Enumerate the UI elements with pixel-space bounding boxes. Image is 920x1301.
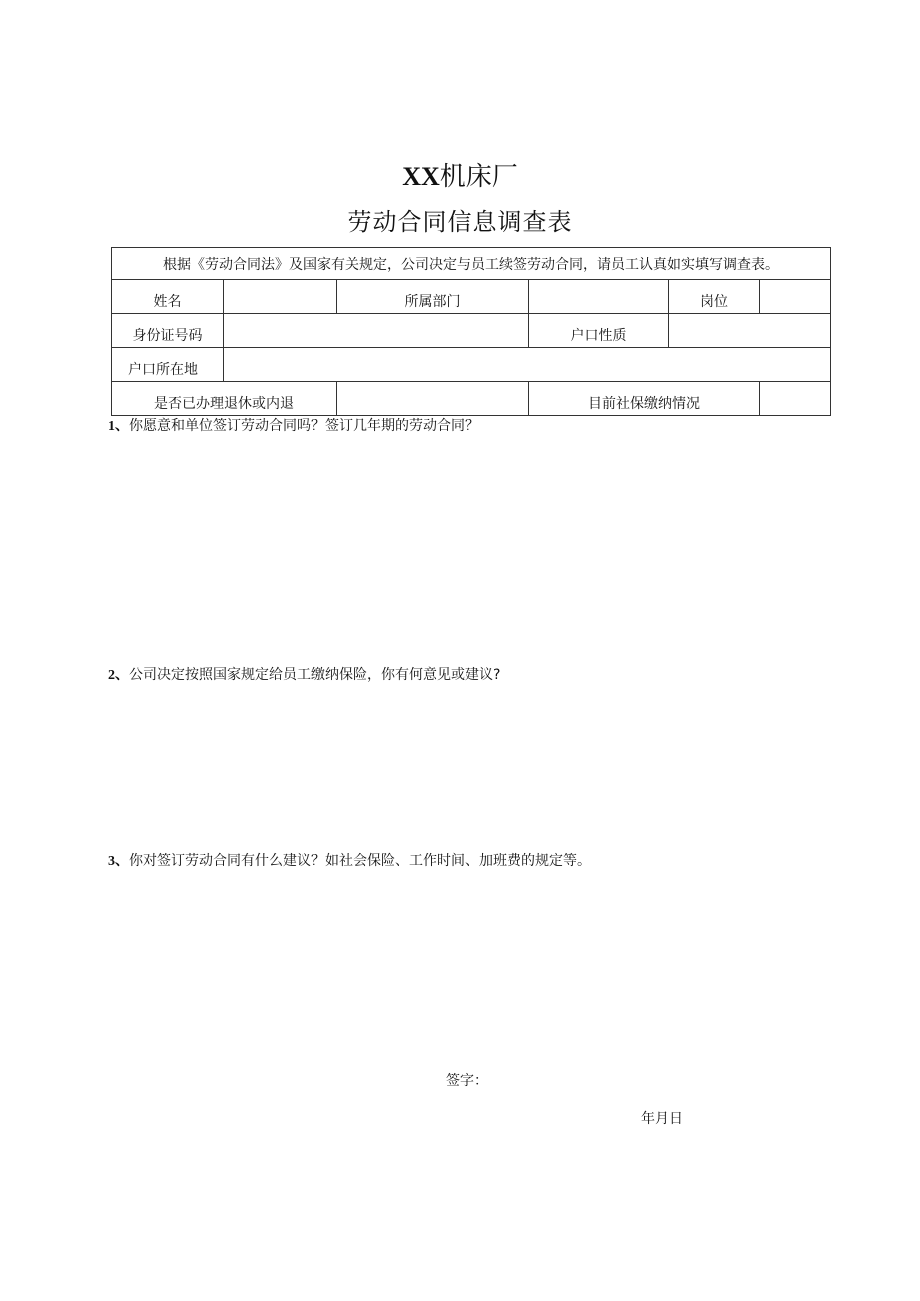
question-1-number: 1、 [108, 419, 129, 434]
company-title [0, 156, 920, 193]
row-retired [112, 382, 831, 416]
field-name[interactable] [224, 280, 337, 314]
question-1 [108, 415, 479, 435]
intro-row [112, 248, 831, 280]
field-department[interactable] [529, 280, 669, 314]
row-name [112, 280, 831, 314]
label-hukou-location: 户口所在地 [112, 348, 224, 382]
field-position[interactable] [760, 280, 831, 314]
intro-text: 根据《劳动合同法》及国家有关规定，公司决定与员工续签劳动合同，请员工认真如实填写调查表。 [112, 248, 831, 280]
company-suffix: 机床厂 [439, 162, 518, 192]
info-table [111, 247, 831, 416]
field-id-number[interactable] [224, 314, 529, 348]
signature-label: 签字： [446, 1073, 488, 1089]
field-retired[interactable] [337, 382, 529, 416]
question-2-text: 公司决定按照国家规定给员工缴纳保险，你有何意见或建议? [129, 667, 501, 683]
question-3-number: 3、 [108, 854, 129, 869]
form-title: 劳动合同信息调查表 [347, 208, 573, 236]
question-2-number: 2、 [108, 668, 129, 683]
field-hukou-type[interactable] [669, 314, 831, 348]
label-social-security: 目前社保缴纳情况 [529, 382, 760, 416]
question-1-text: 你愿意和单位签订劳动合同吗？签订几年期的劳动合同？ [129, 418, 479, 434]
question-3-text: 你对签订劳动合同有什么建议？如社会保险、工作时间、加班费的规定等。 [129, 853, 591, 869]
label-id-number: 身份证号码 [112, 314, 224, 348]
label-hukou-type: 户口性质 [529, 314, 669, 348]
field-hukou-location[interactable] [224, 348, 831, 382]
label-name: 姓名 [112, 280, 224, 314]
company-prefix: XX [402, 162, 440, 191]
row-hukou-location [112, 348, 831, 382]
row-id [112, 314, 831, 348]
label-position: 岗位 [669, 280, 760, 314]
question-2 [108, 664, 500, 684]
label-retired: 是否已办理退休或内退 [112, 382, 337, 416]
field-social-security[interactable] [760, 382, 831, 416]
date-label: 年月日 [641, 1111, 683, 1127]
question-3 [108, 850, 591, 870]
label-department: 所属部门 [337, 280, 529, 314]
